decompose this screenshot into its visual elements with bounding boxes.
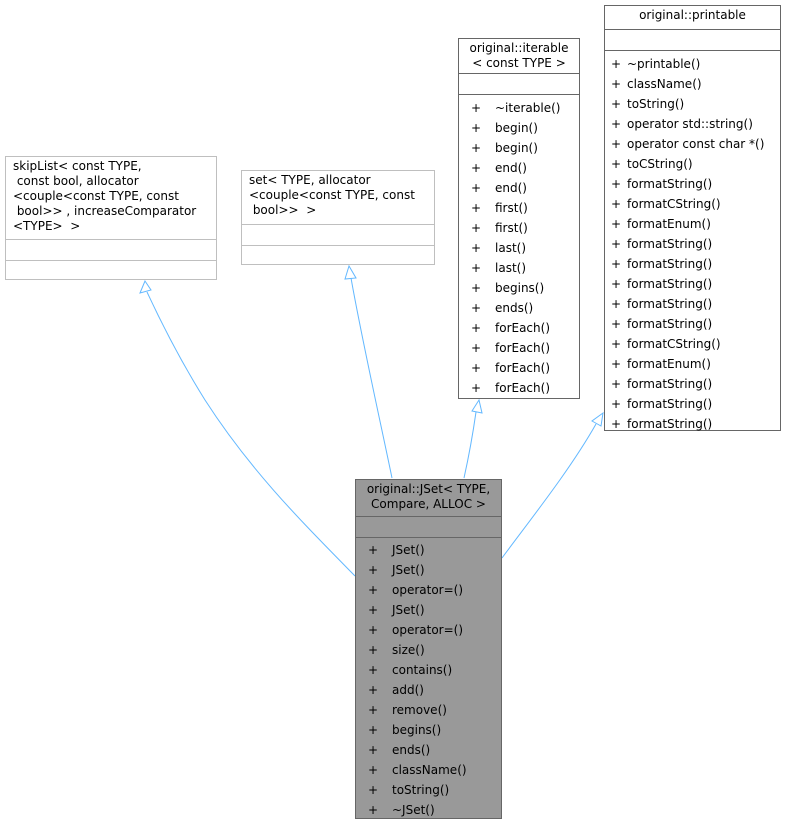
jset-method-row[interactable] <box>356 560 501 580</box>
method-name: formatString() <box>627 277 713 291</box>
jset-method-row[interactable] <box>356 700 501 720</box>
method-name: formatString() <box>627 237 713 251</box>
method-name: operator=() <box>392 623 464 637</box>
method-name: last() <box>495 241 527 255</box>
iterable-method-row[interactable] <box>459 258 579 278</box>
jset-method-row[interactable] <box>356 760 501 780</box>
method-name: formatCString() <box>627 197 721 211</box>
visibility-public-marker: + <box>611 237 622 251</box>
method-name: JSet() <box>392 543 425 557</box>
method-name: size() <box>392 643 425 657</box>
class-iterable-title: original::iterable < const TYPE > <box>459 39 579 74</box>
visibility-public-marker: + <box>611 77 622 91</box>
method-name: begin() <box>495 121 538 135</box>
method-name: end() <box>495 161 527 175</box>
printable-method-row[interactable] <box>605 214 780 234</box>
printable-method-row[interactable] <box>605 314 780 334</box>
class-set-methods <box>242 246 434 266</box>
printable-method-row[interactable] <box>605 94 780 114</box>
class-jset-methods <box>356 538 501 820</box>
visibility-public-marker: + <box>471 301 482 315</box>
visibility-public-marker: + <box>611 277 622 291</box>
visibility-public-marker: + <box>471 281 482 295</box>
visibility-public-marker: + <box>471 221 482 235</box>
class-printable[interactable] <box>604 5 781 431</box>
visibility-public-marker: + <box>368 543 379 557</box>
iterable-method-row[interactable] <box>459 238 579 258</box>
class-iterable[interactable] <box>458 38 580 399</box>
jset-method-row[interactable] <box>356 680 501 700</box>
edge-jset-to-printable <box>502 424 596 558</box>
method-name: ~iterable() <box>495 101 561 115</box>
jset-method-row[interactable] <box>356 800 501 820</box>
arrowhead-set <box>345 266 356 279</box>
visibility-public-marker: + <box>368 683 379 697</box>
visibility-public-marker: + <box>471 201 482 215</box>
method-name: formatString() <box>627 377 713 391</box>
visibility-public-marker: + <box>368 803 379 817</box>
edge-jset-to-iterable <box>464 412 476 478</box>
printable-method-row[interactable] <box>605 74 780 94</box>
method-name: toCString() <box>627 157 693 171</box>
method-name: ends() <box>392 743 431 757</box>
method-name: formatCString() <box>627 337 721 351</box>
iterable-method-row[interactable] <box>459 318 579 338</box>
jset-method-row[interactable] <box>356 780 501 800</box>
visibility-public-marker: + <box>368 783 379 797</box>
visibility-public-marker: + <box>611 197 622 211</box>
printable-method-row[interactable] <box>605 194 780 214</box>
iterable-method-row[interactable] <box>459 358 579 378</box>
method-name: forEach() <box>495 361 551 375</box>
visibility-public-marker: + <box>368 743 379 757</box>
method-name: operator=() <box>392 583 464 597</box>
edge-jset-to-set <box>351 278 392 478</box>
printable-method-row[interactable] <box>605 154 780 174</box>
arrowhead-printable <box>592 413 603 426</box>
visibility-public-marker: + <box>368 623 379 637</box>
printable-method-row[interactable] <box>605 174 780 194</box>
class-set-title: set< TYPE, allocator <couple<const TYPE, const bool>> > <box>242 171 434 225</box>
method-name: first() <box>495 201 528 215</box>
jset-method-row[interactable] <box>356 720 501 740</box>
method-name: className() <box>627 77 702 91</box>
printable-method-row[interactable] <box>605 374 780 394</box>
method-name: formatEnum() <box>627 217 711 231</box>
visibility-public-marker: + <box>471 121 482 135</box>
method-name: formatString() <box>627 317 713 331</box>
visibility-public-marker: + <box>611 217 622 231</box>
class-iterable-attributes <box>459 74 579 95</box>
visibility-public-marker: + <box>471 261 482 275</box>
iterable-method-row[interactable] <box>459 158 579 178</box>
jset-method-row[interactable] <box>356 540 501 560</box>
class-set-attributes <box>242 225 434 246</box>
visibility-public-marker: + <box>471 341 482 355</box>
method-name: toString() <box>627 97 685 111</box>
iterable-method-row[interactable] <box>459 298 579 318</box>
visibility-public-marker: + <box>471 141 482 155</box>
method-name: ends() <box>495 301 534 315</box>
visibility-public-marker: + <box>471 161 482 175</box>
iterable-method-row[interactable] <box>459 338 579 358</box>
class-printable-title: original::printable <box>605 6 780 30</box>
class-set[interactable] <box>241 170 435 265</box>
printable-method-row[interactable] <box>605 394 780 414</box>
class-jset-attributes <box>356 517 501 538</box>
visibility-public-marker: + <box>611 317 622 331</box>
iterable-method-row[interactable] <box>459 218 579 238</box>
iterable-method-row[interactable] <box>459 378 579 398</box>
printable-method-row[interactable] <box>605 254 780 274</box>
method-name: operator std::string() <box>627 117 753 131</box>
visibility-public-marker: + <box>471 241 482 255</box>
class-iterable-methods <box>459 95 579 398</box>
arrowhead-skiplist <box>140 281 151 293</box>
method-name: ~JSet() <box>392 803 435 817</box>
class-skiplist-methods <box>6 261 216 281</box>
method-name: begins() <box>495 281 545 295</box>
visibility-public-marker: + <box>368 703 379 717</box>
method-name: className() <box>392 763 467 777</box>
jset-method-row[interactable] <box>356 740 501 760</box>
method-name: last() <box>495 261 527 275</box>
method-name: formatString() <box>627 177 713 191</box>
visibility-public-marker: + <box>368 763 379 777</box>
class-skiplist-attributes <box>6 240 216 261</box>
printable-method-row[interactable] <box>605 54 780 74</box>
jset-method-row[interactable] <box>356 640 501 660</box>
iterable-method-row[interactable] <box>459 198 579 218</box>
method-name: forEach() <box>495 381 551 395</box>
printable-method-row[interactable] <box>605 114 780 134</box>
method-name: toString() <box>392 783 450 797</box>
visibility-public-marker: + <box>471 181 482 195</box>
method-name: forEach() <box>495 321 551 335</box>
method-name: operator const char *() <box>627 137 765 151</box>
visibility-public-marker: + <box>611 257 622 271</box>
iterable-method-row[interactable] <box>459 278 579 298</box>
iterable-method-row[interactable] <box>459 178 579 198</box>
method-name: forEach() <box>495 341 551 355</box>
visibility-public-marker: + <box>611 297 622 311</box>
visibility-public-marker: + <box>611 97 622 111</box>
printable-method-row[interactable] <box>605 234 780 254</box>
visibility-public-marker: + <box>611 177 622 191</box>
visibility-public-marker: + <box>368 723 379 737</box>
jset-method-row[interactable] <box>356 580 501 600</box>
visibility-public-marker: + <box>471 381 482 395</box>
class-jset[interactable] <box>355 479 502 819</box>
visibility-public-marker: + <box>611 357 622 371</box>
visibility-public-marker: + <box>471 361 482 375</box>
visibility-public-marker: + <box>611 417 622 431</box>
visibility-public-marker: + <box>611 57 622 71</box>
printable-method-row[interactable] <box>605 354 780 374</box>
class-printable-attributes <box>605 30 780 51</box>
method-name: formatString() <box>627 397 713 411</box>
printable-method-row[interactable] <box>605 294 780 314</box>
method-name: first() <box>495 221 528 235</box>
class-printable-methods <box>605 51 780 434</box>
visibility-public-marker: + <box>368 583 379 597</box>
method-name: formatString() <box>627 257 713 271</box>
visibility-public-marker: + <box>611 117 622 131</box>
method-name: formatString() <box>627 417 713 431</box>
iterable-method-row[interactable] <box>459 118 579 138</box>
method-name: end() <box>495 181 527 195</box>
method-name: begin() <box>495 141 538 155</box>
visibility-public-marker: + <box>368 643 379 657</box>
method-name: contains() <box>392 663 453 677</box>
printable-method-row[interactable] <box>605 134 780 154</box>
method-name: formatString() <box>627 297 713 311</box>
class-skiplist[interactable] <box>5 156 217 280</box>
visibility-public-marker: + <box>368 603 379 617</box>
method-name: remove() <box>392 703 447 717</box>
printable-method-row[interactable] <box>605 334 780 354</box>
class-skiplist-title: skipList< const TYPE, const bool, allocator <couple<const TYPE, const bool>> , increaseComparator <TYPE> > <box>6 157 216 240</box>
method-name: formatEnum() <box>627 357 711 371</box>
iterable-method-row[interactable] <box>459 98 579 118</box>
visibility-public-marker: + <box>611 137 622 151</box>
visibility-public-marker: + <box>611 377 622 391</box>
class-jset-title: original::JSet< TYPE, Compare, ALLOC > <box>356 480 501 517</box>
visibility-public-marker: + <box>368 663 379 677</box>
visibility-public-marker: + <box>611 337 622 351</box>
method-name: add() <box>392 683 424 697</box>
method-name: JSet() <box>392 603 425 617</box>
arrowhead-iterable <box>472 400 482 413</box>
visibility-public-marker: + <box>368 563 379 577</box>
visibility-public-marker: + <box>611 157 622 171</box>
jset-method-row[interactable] <box>356 620 501 640</box>
method-name: JSet() <box>392 563 425 577</box>
printable-method-row[interactable] <box>605 414 780 434</box>
edge-jset-to-skiplist <box>147 292 355 576</box>
visibility-public-marker: + <box>611 397 622 411</box>
method-name: ~printable() <box>627 57 701 71</box>
visibility-public-marker: + <box>471 321 482 335</box>
visibility-public-marker: + <box>471 101 482 115</box>
iterable-method-row[interactable] <box>459 138 579 158</box>
method-name: begins() <box>392 723 442 737</box>
jset-method-row[interactable] <box>356 600 501 620</box>
jset-method-row[interactable] <box>356 660 501 680</box>
printable-method-row[interactable] <box>605 274 780 294</box>
